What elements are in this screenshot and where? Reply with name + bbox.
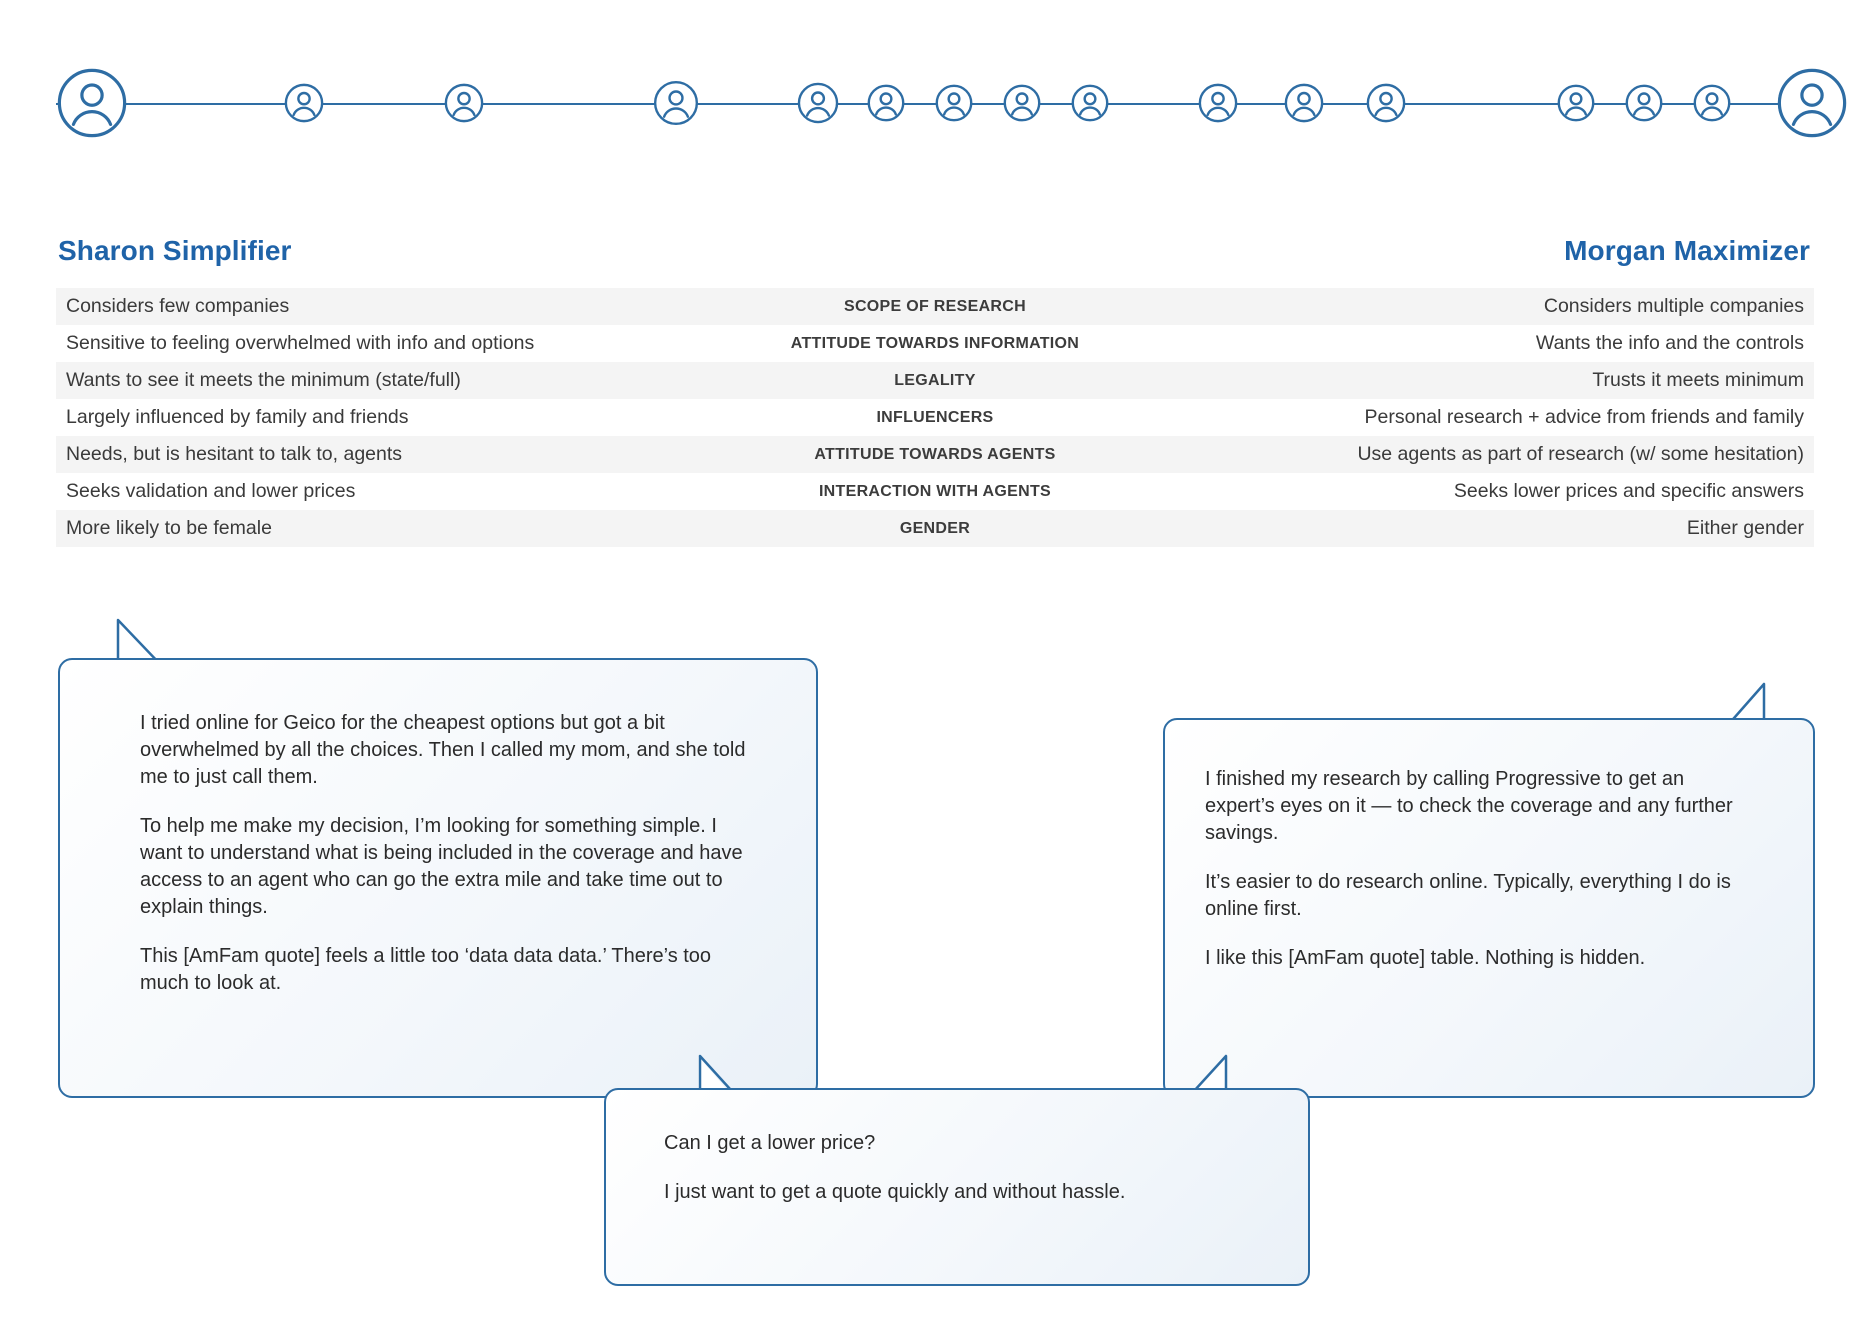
avatar-node-13: [1557, 84, 1595, 122]
comparison-row: [56, 362, 1814, 399]
quote-center-p2: I just want to get a quote quickly and without hassle.: [664, 1181, 1126, 1203]
comparison-right-value: Personal research + advice from friends and family: [1364, 406, 1804, 428]
quote-bubble-sharon: [58, 658, 818, 1098]
comparison-attribute-label: SCOPE OF RESEARCH: [843, 297, 1026, 315]
persona-spectrum: [56, 48, 1816, 158]
comparison-row: [56, 436, 1814, 473]
avatar-node-2: [284, 83, 324, 123]
quote-sharon-p1: I tried online for Geico for the cheapest options but got a bit overwhelmed by all the choices. Then I called my mom, and she told me to just call them.: [140, 712, 746, 788]
comparison-attribute-label: ATTITUDE TOWARDS INFORMATION: [790, 334, 1080, 352]
comparison-attribute-label: INTERACTION WITH AGENTS: [818, 482, 1052, 500]
comparison-left-value: More likely to be female: [66, 517, 272, 539]
avatar-node-7: [935, 84, 973, 122]
avatar-node-8: [1003, 84, 1041, 122]
avatar-node-12: [1366, 83, 1406, 123]
comparison-row: [56, 473, 1814, 510]
avatar-sharon-anchor: [56, 67, 128, 139]
quote-morgan-p2: It’s easier to do research online. Typically, everything I do is online first.: [1205, 871, 1731, 920]
quote-morgan-p1: I finished my research by calling Progressive to get an expert’s eyes on it — to check the coverage and any further savings.: [1205, 768, 1733, 844]
avatar-node-11: [1284, 83, 1324, 123]
persona-title-left: Sharon Simplifier: [58, 235, 292, 266]
comparison-left-value: Largely influenced by family and friends: [66, 406, 409, 428]
quote-morgan-p3: I like this [AmFam quote] table. Nothing is hidden.: [1205, 947, 1646, 969]
comparison-row: [56, 510, 1814, 547]
comparison-right-value: Considers multiple companies: [1543, 295, 1804, 317]
comparison-attribute-label: INFLUENCERS: [876, 408, 994, 426]
avatar-node-14: [1625, 84, 1663, 122]
quote-sharon-p2: To help me make my decision, I’m looking for something simple. I want to understand what is being included in the coverage and have access to an agent who can go the extra mile and take time out to explain things.: [140, 815, 743, 918]
comparison-attribute-label: LEGALITY: [894, 371, 976, 389]
quote-sharon-p3: This [AmFam quote] feels a little too ‘data data data.’ There’s too much to look at.: [140, 945, 712, 994]
comparison-right-value: Seeks lower prices and specific answers: [1453, 480, 1804, 502]
comparison-left-value: Wants to see it meets the minimum (state/full): [66, 369, 461, 391]
comparison-row: [56, 288, 1814, 325]
comparison-row: [56, 325, 1814, 362]
avatar-node-6: [867, 84, 905, 122]
avatar-morgan-anchor: [1776, 67, 1848, 139]
avatar-node-15: [1693, 84, 1731, 122]
comparison-right-value: Trusts it meets minimum: [1592, 369, 1804, 391]
comparison-attribute-label: GENDER: [899, 519, 971, 537]
avatar-node-3: [444, 83, 484, 123]
quote-bubble-center: [604, 1088, 1310, 1286]
quote-center-p1: Can I get a lower price?: [664, 1132, 876, 1154]
comparison-row: [56, 399, 1814, 436]
comparison-left-value: Seeks validation and lower prices: [66, 480, 356, 502]
avatar-node-10: [1198, 83, 1238, 123]
comparison-left-value: Considers few companies: [66, 295, 290, 317]
comparison-right-value: Wants the info and the controls: [1535, 332, 1804, 354]
persona-comparison-table: [56, 288, 1814, 547]
comparison-left-value: Sensitive to feeling overwhelmed with info and options: [66, 332, 535, 354]
avatar-node-9: [1071, 84, 1109, 122]
comparison-attribute-label: ATTITUDE TOWARDS AGENTS: [814, 445, 1056, 463]
comparison-right-value: Use agents as part of research (w/ some hesitation): [1357, 443, 1804, 465]
avatar-node-4: [653, 80, 699, 126]
avatar-node-5: [797, 82, 839, 124]
persona-title-right: Morgan Maximizer: [1564, 235, 1810, 266]
comparison-left-value: Needs, but is hesitant to talk to, agents: [66, 443, 403, 465]
comparison-right-value: Either gender: [1686, 517, 1804, 539]
